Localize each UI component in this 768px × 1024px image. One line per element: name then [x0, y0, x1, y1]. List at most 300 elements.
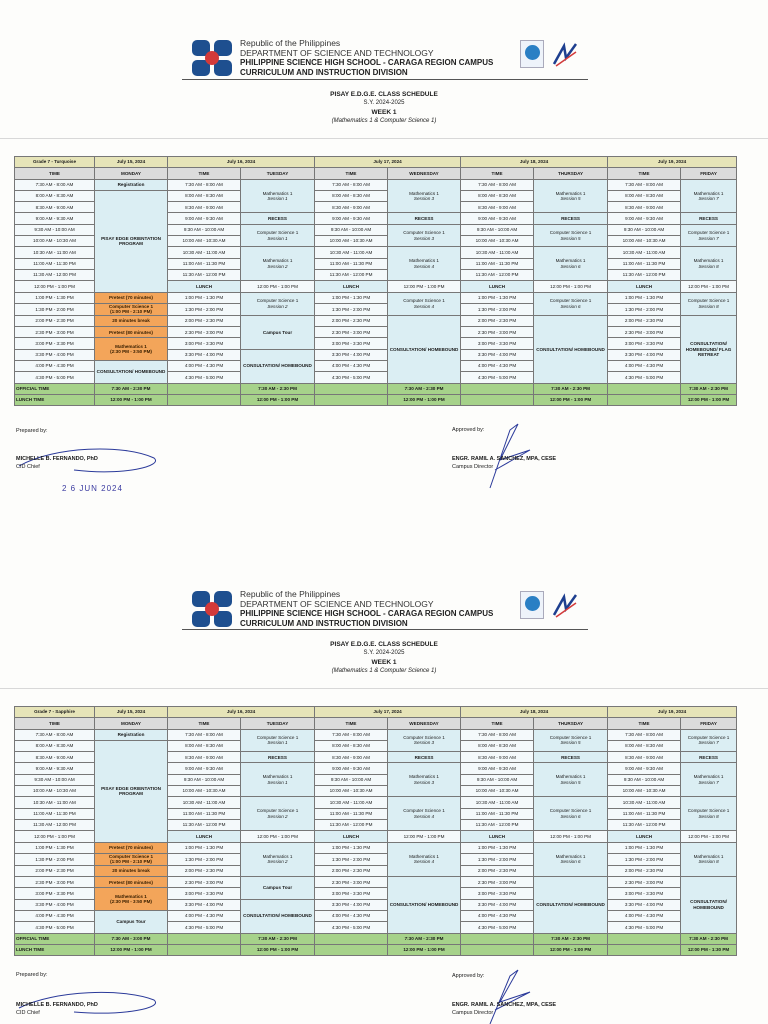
- session-label: Session 4: [413, 859, 435, 865]
- time-slot: 11:30 AM - 12:00 PM: [315, 269, 388, 280]
- time-slot: 12:00 PM - 1:00 PM: [388, 831, 461, 842]
- time-slot: 9:00 AM - 9:30 AM: [608, 213, 681, 224]
- lunch-cell: LUNCH: [608, 831, 681, 842]
- session-label: Session 2: [267, 263, 288, 269]
- time-slot: 1:30 PM - 2:00 PM: [15, 853, 95, 865]
- approved-by-role: Campus Director: [452, 1010, 494, 1016]
- time-slot: 2:30 PM - 3:00 PM: [168, 327, 241, 338]
- time-slot: 1:00 PM - 1:30 PM: [461, 292, 534, 303]
- subject-label: Computer Science 1: [256, 808, 299, 814]
- registration-cell: Registration: [95, 179, 168, 190]
- subject-label: Computer Science 1: [403, 298, 445, 304]
- day-header: WEDNESDAY: [388, 718, 461, 729]
- campus-tour-cell: Campus Tour: [241, 877, 315, 900]
- official-time-value: 7:30 AM - 2:30 PM: [95, 383, 168, 394]
- class-cell: [534, 797, 608, 831]
- time-slot: 8:00 AM - 8:30 AM: [168, 190, 241, 201]
- time-slot: 11:30 AM - 12:00 PM: [461, 269, 534, 280]
- time-slot: 9:00 AM - 9:30 AM: [461, 763, 534, 774]
- section-divider: [0, 138, 768, 139]
- session-label: Session 1: [267, 196, 288, 202]
- time-slot: 3:30 PM - 4:00 PM: [168, 349, 241, 360]
- time-slot: 4:00 PM - 4:30 PM: [15, 911, 95, 922]
- time-header: TIME: [315, 718, 388, 729]
- lunch-time-value: 12:00 PM - 1:00 PM: [534, 944, 608, 955]
- bagong-pilipinas-logo-icon: [550, 40, 580, 70]
- time-slot: 1:30 PM - 2:00 PM: [315, 303, 388, 315]
- time-slot: 10:30 AM - 11:00 AM: [608, 797, 681, 808]
- recess-cell: RECESS: [534, 213, 608, 224]
- time-slot: 8:00 AM - 8:30 AM: [461, 740, 534, 751]
- time-slot: 12:00 PM - 1:00 PM: [15, 831, 95, 842]
- school-year: S.Y. 2024-2025: [363, 100, 405, 106]
- time-slot: 4:00 PM - 4:30 PM: [461, 911, 534, 922]
- letterhead-line-4: CURRICULUM AND INSTRUCTION DIVISION: [240, 68, 408, 77]
- official-time-value: 7:30 AM - 2:30 PM: [681, 933, 737, 944]
- time-slot: 7:30 AM - 8:00 AM: [461, 179, 534, 190]
- recess-cell: RECESS: [388, 213, 461, 224]
- time-slot: 2:00 PM - 2:30 PM: [461, 865, 534, 876]
- prepared-by-label: Prepared by:: [16, 972, 48, 978]
- approved-by-role: Campus Director: [452, 464, 494, 470]
- lunch-cell: LUNCH: [608, 281, 681, 292]
- time-slot: 9:00 AM - 9:30 AM: [608, 763, 681, 774]
- class-cell: [388, 292, 461, 315]
- class-cell: [388, 224, 461, 247]
- recess-cell: RECESS: [241, 213, 315, 224]
- letterhead-line-1: Republic of the Philippines: [240, 38, 341, 48]
- session-label: Session 4: [413, 263, 435, 269]
- time-header: TIME: [15, 718, 95, 729]
- prepared-by-name: MICHELLE B. FERNANDO, PhD: [16, 456, 98, 462]
- lunch-time-value: 12:00 PM - 1:00 PM: [681, 394, 737, 405]
- prepared-by-role: CID Chief: [16, 1010, 40, 1016]
- lunch-time-value: 12:00 PM - 1:30 PM: [681, 944, 737, 955]
- time-slot: 8:30 AM - 9:00 AM: [608, 752, 681, 763]
- time-slot: 8:30 AM - 9:00 AM: [461, 752, 534, 763]
- pretest-cell: Pretest (70 minutes): [95, 842, 168, 853]
- class-cell: [241, 729, 315, 752]
- class-cell: [681, 247, 737, 281]
- lunch-time-label: LUNCH TIME: [15, 944, 95, 955]
- time-slot: 3:00 PM - 3:30 PM: [15, 338, 95, 349]
- time-slot: 2:00 PM - 2:30 PM: [315, 315, 388, 326]
- subject-label: Mathematics 1: [409, 853, 439, 859]
- bagong-pilipinas-logo-icon: [550, 591, 580, 621]
- pretest-subject-cell: [95, 888, 168, 911]
- lunch-cell: LUNCH: [168, 281, 241, 292]
- time-slot: 10:00 AM - 10:30 AM: [315, 786, 388, 797]
- time-slot: 2:00 PM - 2:30 PM: [15, 865, 95, 876]
- time-slot: 10:00 AM - 10:30 AM: [461, 236, 534, 247]
- consultation-cell: CONSULTATION/ HOMEBOUND: [241, 899, 315, 933]
- time-slot: 9:30 AM - 10:00 AM: [315, 224, 388, 235]
- date-stamp: 2 6 JUN 2024: [62, 484, 123, 493]
- approved-by-name: ENGR. RAMIL A. SANCHEZ, MPA, CESE: [452, 1002, 557, 1008]
- letterhead-line-2: DEPARTMENT OF SCIENCE AND TECHNOLOGY: [240, 48, 434, 58]
- time-slot: 4:30 PM - 5:00 PM: [461, 922, 534, 933]
- time-slot: 3:00 PM - 3:30 PM: [315, 888, 388, 899]
- pretest-subject-cell: [95, 853, 168, 865]
- recess-cell: RECESS: [681, 752, 737, 763]
- time-slot: 3:30 PM - 4:00 PM: [608, 899, 681, 910]
- day-header: WEDNESDAY: [388, 168, 461, 179]
- time-slot: 10:00 AM - 10:30 AM: [168, 786, 241, 797]
- time-slot: 4:00 PM - 4:30 PM: [315, 361, 388, 372]
- class-cell: [534, 247, 608, 281]
- time-slot: 2:30 PM - 3:00 PM: [608, 327, 681, 338]
- subject-label: Computer Science 1: [549, 298, 592, 304]
- time-slot: 11:00 AM - 11:30 PM: [461, 808, 534, 819]
- subject-label: Mathematics 1: [409, 258, 439, 264]
- time-slot: 10:00 AM - 10:30 AM: [608, 236, 681, 247]
- time-slot: 3:30 PM - 4:00 PM: [315, 899, 388, 910]
- pshs-logo-icon: [190, 589, 234, 629]
- week-label: WEEK 1: [371, 659, 397, 666]
- time-slot: 11:30 AM - 12:00 PM: [608, 819, 681, 830]
- certification-badge-icon: [520, 591, 544, 619]
- lunch-time-value: 12:00 PM - 1:00 PM: [95, 394, 168, 405]
- time-slot: 11:30 AM - 12:00 PM: [168, 819, 241, 830]
- time-slot: 12:00 PM - 1:00 PM: [388, 281, 461, 292]
- subject-label: Mathematics 1: [555, 190, 586, 196]
- time-slot: 1:30 PM - 2:00 PM: [168, 853, 241, 865]
- class-cell: [241, 247, 315, 281]
- date-header: July 17, 2024: [315, 707, 461, 718]
- session-label: Session 5: [560, 196, 581, 202]
- prepared-by-name: MICHELLE B. FERNANDO, PhD: [16, 1002, 98, 1008]
- letterhead-rule: [182, 629, 588, 630]
- subject-label: Computer Science 1: [403, 734, 445, 740]
- schedule-title-block: [0, 90, 768, 126]
- session-label: Session 5: [560, 740, 581, 746]
- session-label: Session 3: [413, 235, 435, 241]
- date-header: July 16, 2024: [168, 707, 315, 718]
- break-cell: 20 minutes break: [95, 865, 168, 876]
- pretest-cell: Pretest (80 minutes): [95, 327, 168, 338]
- time-slot: 2:00 PM - 2:30 PM: [315, 865, 388, 876]
- time-slot: 3:00 PM - 3:30 PM: [168, 338, 241, 349]
- class-cell: [388, 729, 461, 752]
- time-slot: 11:00 AM - 11:30 PM: [315, 258, 388, 269]
- time-header: TIME: [168, 168, 241, 179]
- day-header: TUESDAY: [241, 168, 315, 179]
- time-header: TIME: [15, 168, 95, 179]
- class-cell: [241, 763, 315, 797]
- lunch-time-label: LUNCH TIME: [15, 394, 95, 405]
- time-header: TIME: [315, 168, 388, 179]
- time-slot: 2:00 PM - 2:30 PM: [168, 865, 241, 876]
- date-header: July 18, 2024: [461, 707, 608, 718]
- class-cell: [534, 729, 608, 752]
- subject-label: Mathematics 1: [555, 258, 586, 264]
- subject-label: Computer Science 1: [687, 298, 730, 304]
- time-slot: 9:00 AM - 9:30 AM: [15, 763, 95, 774]
- class-cell: [681, 797, 737, 831]
- letterhead-line-3: PHILIPPINE SCIENCE HIGH SCHOOL - CARAGA REGION CAMPUS: [240, 609, 494, 618]
- time-slot: 7:30 AM - 8:00 AM: [15, 729, 95, 740]
- approved-by-label: Approved by:: [452, 427, 485, 433]
- time-slot: 7:30 AM - 8:00 AM: [315, 729, 388, 740]
- time-slot: 9:30 AM - 10:00 AM: [461, 224, 534, 235]
- class-cell: [534, 224, 608, 247]
- time-slot: 3:00 PM - 3:30 PM: [608, 338, 681, 349]
- day-header: FRIDAY: [681, 718, 737, 729]
- recess-cell: RECESS: [241, 752, 315, 763]
- session-label: Session 5: [560, 235, 581, 241]
- time-slot: 4:00 PM - 4:30 PM: [168, 361, 241, 372]
- schedule-title: PISAY E.D.G.E. CLASS SCHEDULE: [330, 91, 438, 98]
- time-slot: 3:00 PM - 3:30 PM: [168, 888, 241, 899]
- time-slot: 10:30 AM - 11:00 AM: [168, 797, 241, 808]
- time-slot: 10:00 AM - 10:30 AM: [461, 786, 534, 797]
- session-label: Session 6: [560, 859, 581, 865]
- time-slot: 2:00 PM - 2:30 PM: [608, 865, 681, 876]
- time-slot: 10:00 AM - 10:30 AM: [608, 786, 681, 797]
- session-label: Session 3: [413, 779, 435, 785]
- time-slot: 2:30 PM - 3:00 PM: [15, 327, 95, 338]
- time-slot: 11:30 AM - 12:00 PM: [315, 819, 388, 830]
- session-label: Session 5: [560, 779, 581, 785]
- consultation-cell: CONSULTATION/ HOMEBOUND: [534, 877, 608, 933]
- subject-label: Mathematics 1: [693, 853, 724, 859]
- pretest-subject: Mathematics 1: [115, 343, 147, 349]
- time-slot: 11:30 AM - 12:00 PM: [461, 819, 534, 830]
- class-cell: [681, 179, 737, 213]
- subject-label: Mathematics 1: [262, 853, 293, 859]
- pretest-time: (2:30 PM - 3:50 PM): [110, 349, 152, 355]
- time-slot: 9:30 AM - 10:00 AM: [608, 774, 681, 785]
- consultation-cell: CONSULTATION/ HOMEBOUND: [95, 361, 168, 384]
- time-slot: 2:00 PM - 2:30 PM: [608, 315, 681, 326]
- official-time-label: OFFICIAL TIME: [15, 383, 95, 394]
- lunch-time-value: 12:00 PM - 1:00 PM: [534, 394, 608, 405]
- class-cell: [681, 763, 737, 797]
- session-label: Session 8: [698, 813, 719, 819]
- time-slot: 3:30 PM - 4:00 PM: [15, 899, 95, 910]
- time-slot: 7:30 AM - 8:00 AM: [461, 729, 534, 740]
- class-cell: [388, 247, 461, 281]
- official-time-value: 7:30 AM - 2:30 PM: [388, 383, 461, 394]
- pretest-time: (1:00 PM - 2:10 PM): [110, 859, 152, 865]
- time-slot: 1:30 PM - 2:00 PM: [168, 303, 241, 315]
- time-slot: 8:30 AM - 9:00 AM: [15, 202, 95, 213]
- time-slot: 2:30 PM - 3:00 PM: [15, 877, 95, 888]
- time-slot: 2:00 PM - 2:30 PM: [168, 315, 241, 326]
- session-label: Session 7: [698, 779, 719, 785]
- day-header: TUESDAY: [241, 718, 315, 729]
- consultation-cell: CONSULTATION/ HOMEBOUND: [534, 315, 608, 383]
- official-time-value: 7:30 AM - 2:30 PM: [241, 933, 315, 944]
- subject-label: Mathematics 1: [693, 774, 724, 780]
- time-slot: 2:00 PM - 2:30 PM: [15, 315, 95, 326]
- certification-badge-icon: [520, 40, 544, 68]
- class-cell: [241, 179, 315, 213]
- schedule-page-2: [0, 512, 768, 1024]
- time-slot: 8:30 AM - 9:00 AM: [461, 202, 534, 213]
- letterhead-rule: [182, 79, 588, 80]
- approved-by-name: ENGR. RAMIL A. SANCHEZ, MPA, CESE: [452, 456, 557, 462]
- time-slot: 4:30 PM - 5:00 PM: [15, 922, 95, 933]
- date-header: July 19, 2024: [608, 707, 737, 718]
- time-slot: 9:00 AM - 9:30 AM: [168, 763, 241, 774]
- session-label: Session 8: [698, 263, 719, 269]
- time-slot: 1:30 PM - 2:00 PM: [461, 303, 534, 315]
- lunch-time-value: 12:00 PM - 1:00 PM: [241, 394, 315, 405]
- time-slot: 11:00 AM - 11:30 PM: [608, 808, 681, 819]
- time-slot: 1:00 PM - 1:30 PM: [608, 842, 681, 853]
- time-slot: 8:00 AM - 8:30 AM: [15, 190, 95, 201]
- time-slot: 10:30 AM - 11:00 AM: [315, 797, 388, 808]
- time-slot: 8:30 AM - 9:00 AM: [315, 752, 388, 763]
- day-header: FRIDAY: [681, 168, 737, 179]
- lunch-time-value: 12:00 PM - 1:00 PM: [95, 944, 168, 955]
- letterhead-line-2: DEPARTMENT OF SCIENCE AND TECHNOLOGY: [240, 599, 434, 609]
- time-slot: 11:30 AM - 12:00 PM: [608, 269, 681, 280]
- time-slot: 4:30 PM - 5:00 PM: [608, 372, 681, 383]
- pretest-subject: Mathematics 1: [115, 893, 147, 899]
- time-slot: 10:00 AM - 10:30 AM: [315, 236, 388, 247]
- approved-by-label: Approved by:: [452, 973, 485, 979]
- time-slot: 3:30 PM - 4:00 PM: [315, 349, 388, 360]
- time-slot: 4:30 PM - 5:00 PM: [461, 372, 534, 383]
- registration-cell: Registration: [95, 729, 168, 740]
- pretest-subject: Computer Science 1: [108, 303, 154, 309]
- section-name: Grade 7 - Sapphire: [15, 707, 95, 718]
- time-header: TIME: [608, 168, 681, 179]
- class-cell: [534, 842, 608, 877]
- time-slot: 4:00 PM - 4:30 PM: [608, 361, 681, 372]
- class-cell: [534, 179, 608, 213]
- letterhead: [190, 589, 590, 633]
- time-slot: 10:30 AM - 11:00 AM: [608, 247, 681, 258]
- time-slot: 11:30 AM - 12:00 PM: [168, 269, 241, 280]
- time-slot: 10:30 AM - 11:00 AM: [15, 247, 95, 258]
- session-label: Session 4: [413, 303, 435, 309]
- prepared-by-label: Prepared by:: [16, 428, 48, 434]
- class-cell: [241, 224, 315, 247]
- pretest-subject: Computer Science 1: [108, 853, 154, 859]
- time-slot: 12:00 PM - 1:00 PM: [534, 831, 608, 842]
- subject-label: Mathematics 1: [262, 774, 293, 780]
- time-slot: 8:30 AM - 9:00 AM: [315, 202, 388, 213]
- class-cell: [388, 179, 461, 213]
- session-label: Session 7: [698, 196, 719, 202]
- time-slot: 1:30 PM - 2:00 PM: [608, 303, 681, 315]
- date-header: July 16, 2024: [168, 157, 315, 168]
- subject-label: Computer Science 1: [687, 808, 730, 814]
- time-slot: 1:00 PM - 1:30 PM: [168, 292, 241, 303]
- time-slot: 9:00 AM - 9:30 AM: [461, 213, 534, 224]
- day-header: MONDAY: [95, 168, 168, 179]
- subject-label: Computer Science 1: [549, 734, 592, 740]
- day-header: THURSDAY: [534, 718, 608, 729]
- class-cell: [681, 729, 737, 752]
- time-header: TIME: [608, 718, 681, 729]
- session-label: Session 6: [560, 303, 581, 309]
- session-label: Session 2: [267, 303, 288, 309]
- class-cell: [241, 797, 315, 831]
- subject-label: Mathematics 1: [555, 774, 586, 780]
- time-slot: 11:00 AM - 11:30 PM: [315, 808, 388, 819]
- time-slot: 9:30 AM - 10:00 AM: [15, 224, 95, 235]
- consultation-cell: CONSULTATION/ HOMEBOUND: [388, 315, 461, 383]
- time-slot: 3:00 PM - 3:30 PM: [315, 338, 388, 349]
- pretest-cell: Pretest (80 minutes): [95, 877, 168, 888]
- time-slot: 10:30 AM - 11:00 AM: [461, 797, 534, 808]
- time-slot: 4:30 PM - 5:00 PM: [608, 922, 681, 933]
- subject-label: Computer Science 1: [256, 734, 299, 740]
- time-slot: 7:30 AM - 8:00 AM: [608, 729, 681, 740]
- time-slot: 3:00 PM - 3:30 PM: [15, 888, 95, 899]
- session-label: Session 2: [267, 813, 288, 819]
- time-slot: 4:30 PM - 5:00 PM: [168, 922, 241, 933]
- time-slot: 1:30 PM - 2:00 PM: [315, 853, 388, 865]
- time-slot: 12:00 PM - 1:00 PM: [681, 281, 737, 292]
- time-slot: 9:00 AM - 9:30 AM: [315, 763, 388, 774]
- time-slot: 11:00 AM - 11:30 PM: [15, 258, 95, 269]
- time-slot: 2:30 PM - 3:00 PM: [461, 327, 534, 338]
- time-slot: 9:00 AM - 9:30 AM: [315, 213, 388, 224]
- lunch-time-value: 12:00 PM - 1:00 PM: [388, 944, 461, 955]
- day-header: THURSDAY: [534, 168, 608, 179]
- time-slot: 8:00 AM - 8:30 AM: [315, 740, 388, 751]
- time-slot: 1:00 PM - 1:30 PM: [15, 292, 95, 303]
- time-slot: 11:30 AM - 12:00 PM: [15, 269, 95, 280]
- session-label: Session 6: [560, 263, 581, 269]
- consultation-flag-cell: CONSULTATION/ HOMEBOUND/ FLAG RETREAT: [681, 315, 737, 383]
- time-slot: 9:00 AM - 9:30 AM: [168, 213, 241, 224]
- time-slot: 1:00 PM - 1:30 PM: [315, 842, 388, 853]
- consultation-cell: CONSULTATION/ HOMEBOUND: [388, 877, 461, 933]
- time-slot: 11:00 AM - 11:30 PM: [608, 258, 681, 269]
- class-cell: [534, 292, 608, 315]
- official-time-value: 7:30 AM - 3:00 PM: [95, 933, 168, 944]
- time-slot: 8:00 AM - 8:30 AM: [168, 740, 241, 751]
- letterhead-line-4: CURRICULUM AND INSTRUCTION DIVISION: [240, 619, 408, 628]
- letterhead-line-3: PHILIPPINE SCIENCE HIGH SCHOOL - CARAGA REGION CAMPUS: [240, 58, 494, 67]
- time-slot: 3:30 PM - 4:00 PM: [608, 349, 681, 360]
- recess-cell: RECESS: [388, 752, 461, 763]
- class-cell: [681, 292, 737, 315]
- time-slot: 8:30 AM - 9:00 AM: [15, 752, 95, 763]
- time-slot: 8:00 AM - 8:30 AM: [461, 190, 534, 201]
- orientation-cell: PISAY EDGE ORIENTATION PROGRAM: [95, 740, 168, 842]
- time-slot: 4:30 PM - 5:00 PM: [315, 372, 388, 383]
- break-cell: 20 minutes break: [95, 315, 168, 326]
- time-slot: 9:30 AM - 10:00 AM: [315, 774, 388, 785]
- time-header: TIME: [461, 168, 534, 179]
- section-divider: [0, 688, 768, 689]
- time-slot: 11:00 AM - 11:30 PM: [461, 258, 534, 269]
- class-cell: [388, 797, 461, 831]
- time-slot: 7:30 AM - 8:00 AM: [168, 179, 241, 190]
- time-slot: 3:30 PM - 4:00 PM: [461, 349, 534, 360]
- session-label: Session 2: [267, 859, 288, 865]
- subject-label: Mathematics 1: [262, 190, 293, 196]
- time-slot: 11:00 AM - 11:30 PM: [15, 808, 95, 819]
- time-slot: 4:30 PM - 5:00 PM: [315, 922, 388, 933]
- time-slot: 3:00 PM - 3:30 PM: [461, 888, 534, 899]
- session-label: Session 8: [698, 859, 719, 865]
- time-slot: 7:30 AM - 8:00 AM: [315, 179, 388, 190]
- time-slot: 11:30 AM - 12:00 PM: [15, 819, 95, 830]
- time-slot: 3:00 PM - 3:30 PM: [608, 888, 681, 899]
- time-slot: 3:30 PM - 4:00 PM: [15, 349, 95, 360]
- time-slot: 8:00 AM - 8:30 AM: [315, 190, 388, 201]
- time-slot: 9:00 AM - 9:30 AM: [15, 213, 95, 224]
- lunch-cell: LUNCH: [315, 281, 388, 292]
